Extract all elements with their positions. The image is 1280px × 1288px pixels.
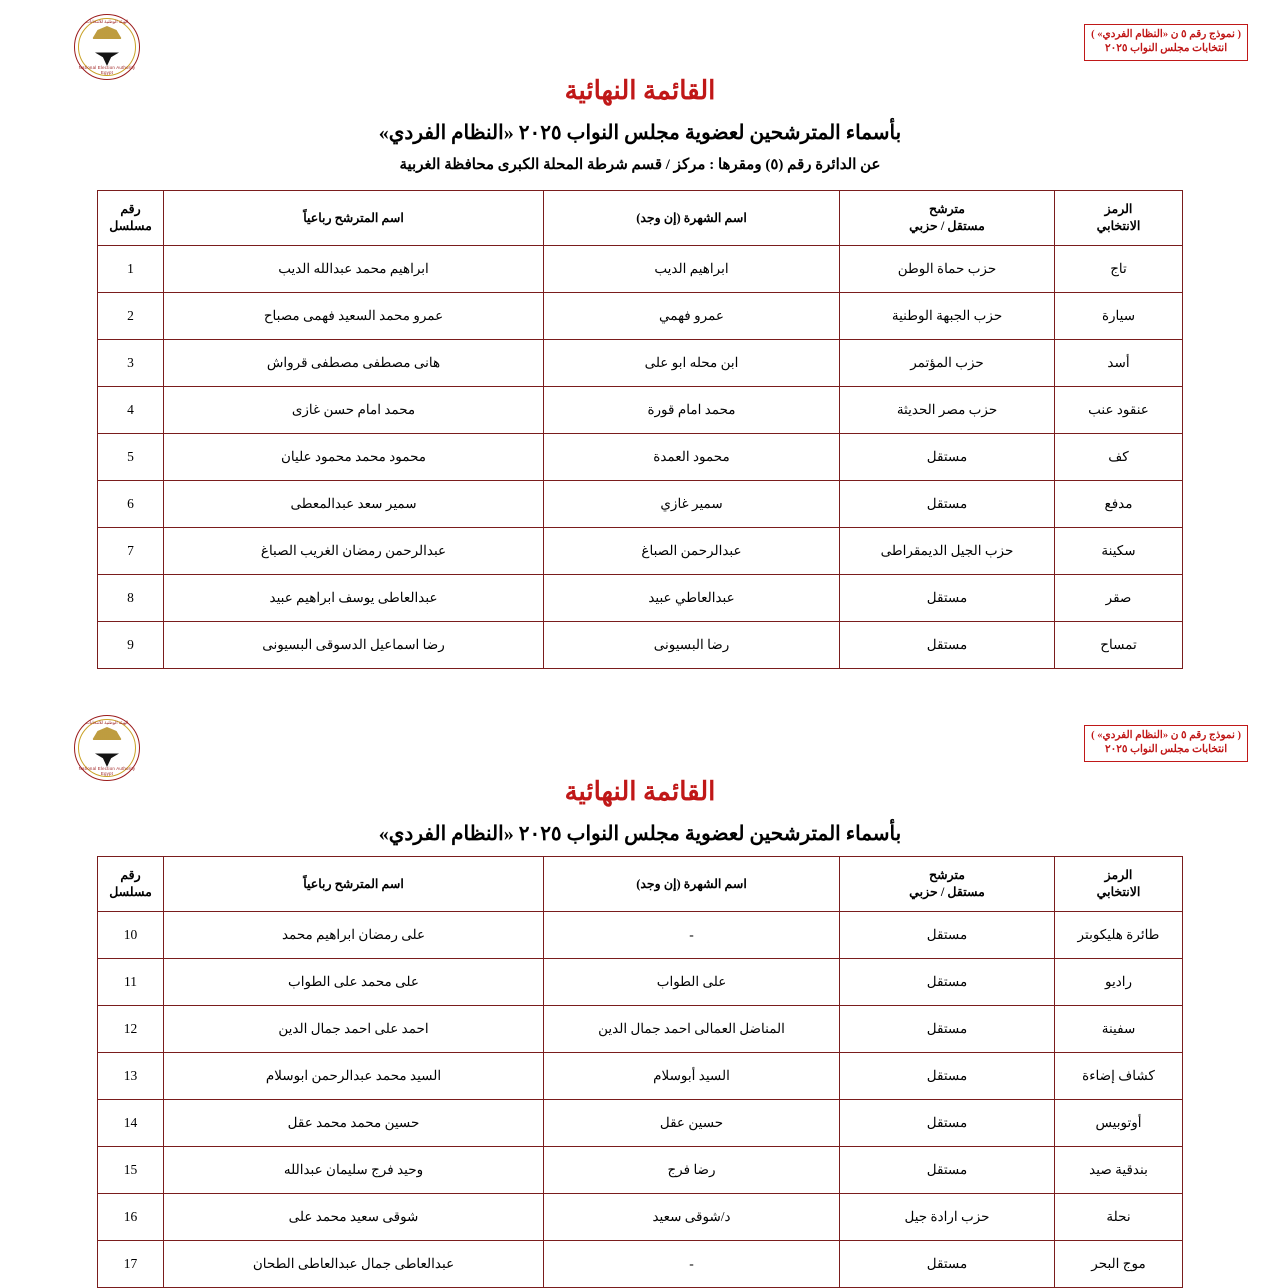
cell-name: السيد محمد عبدالرحمن ابوسلام [164,1053,544,1100]
cell-serial: 15 [98,1147,164,1194]
table-header-row [98,857,1183,912]
column-header-serial-l2: مسلسل [109,885,152,899]
cell-fame: سمير غازي [544,481,840,528]
cell-fame: محمود العمدة [544,434,840,481]
form-stamp-line1: ( نموذج رقم ٥ ن «النظام الفردي» ) [1091,730,1241,741]
cell-serial: 6 [98,481,164,528]
cell-name: محمد امام حسن غازى [164,387,544,434]
cell-fame: على الطواب [544,959,840,1006]
cell-party: حزب مصر الحديثة [840,387,1055,434]
national-elections-authority-logo [74,14,140,80]
table-row [98,246,1183,293]
cell-party: مستقل [840,1100,1055,1147]
cell-party: حزب المؤتمر [840,340,1055,387]
column-header-symbol [1055,857,1183,912]
cell-name: ابراهيم محمد عبدالله الديب [164,246,544,293]
cell-serial: 8 [98,575,164,622]
page-subtitle: بأسماء المترشحين لعضوية مجلس النواب ٢٠٢٥ «النظام الفردي» [378,823,902,845]
logo-text-bottom: National Election Authority Egypt [78,65,136,75]
form-stamp [1084,725,1248,762]
cell-name: عبدالعاطى جمال عبدالعاطى الطحان [164,1241,544,1288]
page-header-1 [0,8,1280,75]
cell-serial: 12 [98,1006,164,1053]
cell-symbol: تمساح [1055,622,1183,669]
table-row [98,1053,1183,1100]
cell-name: احمد على احمد جمال الدين [164,1006,544,1053]
cell-party: مستقل [840,912,1055,959]
logo-text-bottom: National Election Authority Egypt [78,766,136,776]
cell-party: مستقل [840,575,1055,622]
column-header-symbol [1055,191,1183,246]
candidates-table-1 [97,190,1183,669]
cell-serial: 2 [98,293,164,340]
column-header-party-l2: مستقل / حزبي [909,219,985,233]
candidates-table-2 [97,856,1183,1288]
cell-symbol: سيارة [1055,293,1183,340]
cell-symbol: كف [1055,434,1183,481]
table-row [98,912,1183,959]
column-header-party-l1: مترشح [929,202,965,217]
cell-symbol: سفينة [1055,1006,1183,1053]
column-header-symbol-l1: الرمز [1104,868,1133,883]
column-header-serial [98,191,164,246]
cell-serial: 7 [98,528,164,575]
page-header-2 [0,709,1280,776]
cell-party: مستقل [840,622,1055,669]
column-header-serial-l1: رقم [120,868,141,883]
cell-symbol: مدفع [1055,481,1183,528]
cell-name: عبدالرحمن رمضان الغريب الصباغ [164,528,544,575]
cell-party: مستقل [840,1147,1055,1194]
cell-fame: حسين عقل [544,1100,840,1147]
cell-party: حزب الجيل الديمقراطى [840,528,1055,575]
cell-party: حزب ارادة جيل [840,1194,1055,1241]
column-header-serial-l1: رقم [120,202,141,217]
cell-party: مستقل [840,434,1055,481]
table-row [98,1006,1183,1053]
cell-symbol: صقر [1055,575,1183,622]
form-stamp-line2: انتخابات مجلس النواب ٢٠٢٥ [1104,43,1228,55]
cell-serial: 10 [98,912,164,959]
cell-serial: 9 [98,622,164,669]
logo-text-top: الهيئة الوطنية للانتخابات [85,720,129,725]
cell-name: هانى مصطفى مصطفى قرواش [164,340,544,387]
cell-symbol: تاج [1055,246,1183,293]
column-header-symbol-l1: الرمز [1104,202,1133,217]
page-title: القائمة النهائية [564,777,716,806]
table-row [98,387,1183,434]
cell-fame: السيد أبوسلام [544,1053,840,1100]
table-header-row [98,191,1183,246]
cell-fame: د/شوقى سعيد [544,1194,840,1241]
column-header-name: اسم المترشح رباعياً [164,857,544,912]
column-header-symbol-l2: الانتخابي [1096,219,1141,233]
cell-fame: رضا فرج [544,1147,840,1194]
table-row [98,959,1183,1006]
table-row [98,1100,1183,1147]
cell-fame: - [544,1241,840,1288]
cell-symbol: موج البحر [1055,1241,1183,1288]
cell-serial: 16 [98,1194,164,1241]
cell-fame: عبدالرحمن الصباغ [544,528,840,575]
national-elections-authority-logo [74,715,140,781]
column-header-fame: اسم الشهرة (إن وجد) [544,857,840,912]
cell-party: مستقل [840,959,1055,1006]
cell-fame: - [544,912,840,959]
form-stamp-line2: انتخابات مجلس النواب ٢٠٢٥ [1104,744,1228,756]
column-header-name: اسم المترشح رباعياً [164,191,544,246]
cell-name: حسين محمد محمد عقل [164,1100,544,1147]
cell-symbol: نحلة [1055,1194,1183,1241]
cell-name: وحيد فرج سليمان عبدالله [164,1147,544,1194]
cell-serial: 1 [98,246,164,293]
cell-party: مستقل [840,481,1055,528]
cell-serial: 11 [98,959,164,1006]
table-row [98,1147,1183,1194]
column-header-party-l2: مستقل / حزبي [909,885,985,899]
cell-symbol: بندقية صيد [1055,1147,1183,1194]
cell-fame: المناضل العمالى احمد جمال الدين [544,1006,840,1053]
column-header-party [840,857,1055,912]
document-page-2 [0,701,1280,1288]
cell-party: مستقل [840,1241,1055,1288]
page-subtitle: بأسماء المترشحين لعضوية مجلس النواب ٢٠٢٥ «النظام الفردي» [378,122,902,144]
cell-symbol: عنقود عنب [1055,387,1183,434]
cell-fame: رضا البسيونى [544,622,840,669]
cell-party: مستقل [840,1006,1055,1053]
column-header-fame: اسم الشهرة (إن وجد) [544,191,840,246]
column-header-serial-l2: مسلسل [109,219,152,233]
column-header-serial [98,857,164,912]
column-header-party-l1: مترشح [929,868,965,883]
table-row [98,434,1183,481]
cell-name: على رمضان ابراهيم محمد [164,912,544,959]
cell-name: محمود محمد محمود عليان [164,434,544,481]
cell-serial: 5 [98,434,164,481]
cell-fame: محمد امام قورة [544,387,840,434]
cell-name: عبدالعاطى يوسف ابراهيم عبيد [164,575,544,622]
cell-name: شوقى سعيد محمد على [164,1194,544,1241]
cell-fame: عمرو فهمي [544,293,840,340]
table-row [98,1194,1183,1241]
cell-serial: 3 [98,340,164,387]
cell-symbol: طائرة هليكوبتر [1055,912,1183,959]
cell-symbol: راديو [1055,959,1183,1006]
cell-symbol: أسد [1055,340,1183,387]
cell-fame: عبدالعاطي عبيد [544,575,840,622]
cell-serial: 17 [98,1241,164,1288]
cell-party: حزب الجبهة الوطنية [840,293,1055,340]
table-row [98,340,1183,387]
column-header-symbol-l2: الانتخابي [1096,885,1141,899]
cell-symbol: سكينة [1055,528,1183,575]
logo-text-top: الهيئة الوطنية للانتخابات [85,19,129,24]
table-row [98,481,1183,528]
form-stamp-line1: ( نموذج رقم ٥ ن «النظام الفردي» ) [1091,29,1241,40]
cell-fame: ابن محله ابو على [544,340,840,387]
cell-name: سمير سعد عبدالمعطى [164,481,544,528]
cell-serial: 14 [98,1100,164,1147]
cell-party: حزب حماة الوطن [840,246,1055,293]
table-row [98,528,1183,575]
table-row [98,1241,1183,1288]
cell-serial: 4 [98,387,164,434]
form-stamp [1084,24,1248,61]
table-row [98,622,1183,669]
cell-serial: 13 [98,1053,164,1100]
cell-symbol: أوتوبيس [1055,1100,1183,1147]
cell-party: مستقل [840,1053,1055,1100]
page-title: القائمة النهائية [564,76,716,105]
cell-symbol: كشاف إضاءة [1055,1053,1183,1100]
column-header-party [840,191,1055,246]
page-separator [0,669,1280,695]
cell-name: على محمد على الطواب [164,959,544,1006]
table-row [98,575,1183,622]
cell-fame: ابراهيم الديب [544,246,840,293]
table-row [98,293,1183,340]
district-line: عن الدائرة رقم (٥) ومقرها : مركز / قسم شرطة المحلة الكبرى محافظة الغربية [399,157,881,173]
cell-name: رضا اسماعيل الدسوقى البسيونى [164,622,544,669]
cell-name: عمرو محمد السعيد فهمى مصباح [164,293,544,340]
